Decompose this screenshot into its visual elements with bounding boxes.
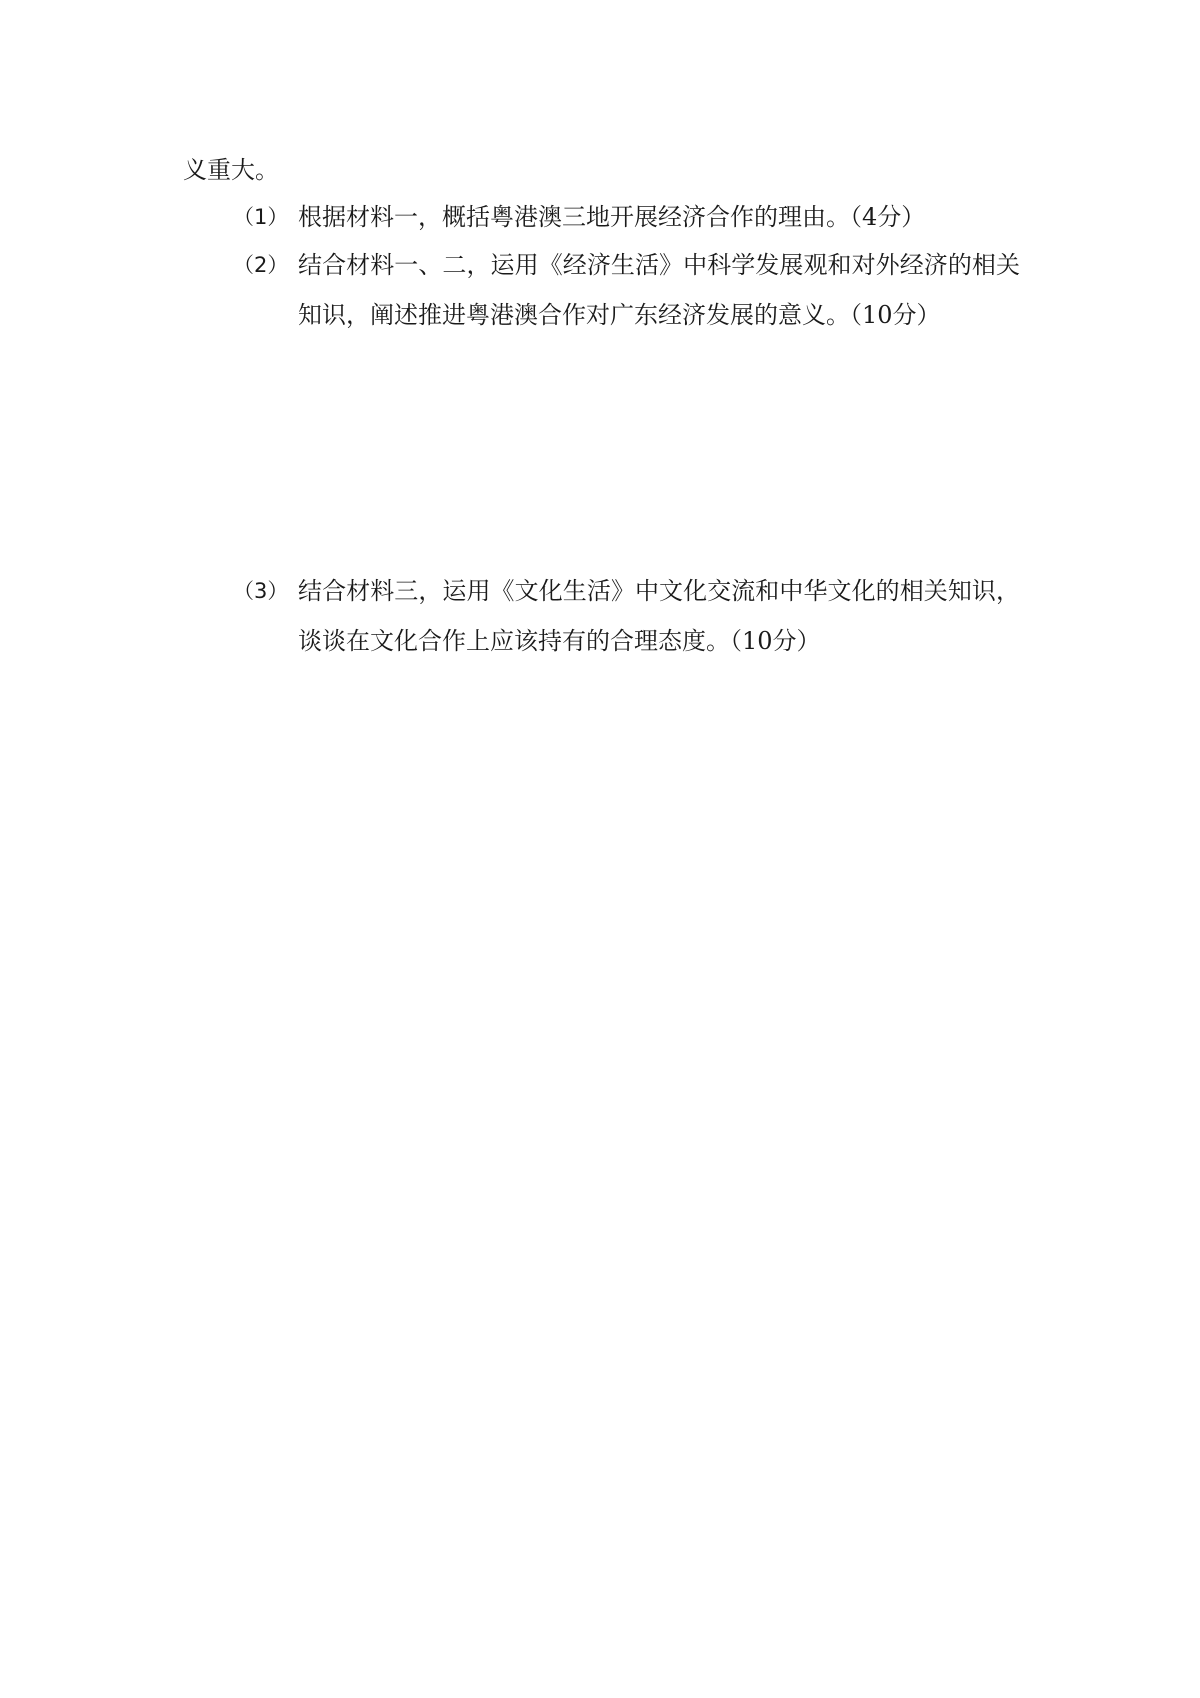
question-text: 结合材料三，运用《文化生活》中文化交流和中华文化的相关知识，谈谈在文化合作上应该持有的合理态度。（10分） bbox=[298, 577, 1020, 655]
continuation-text: 义重大。 bbox=[183, 156, 279, 184]
question-number: （1） bbox=[233, 205, 289, 229]
question-2 bbox=[233, 240, 1023, 340]
question-text: 结合材料一、二，运用《经济生活》中科学发展观和对外经济的相关知识，阐述推进粤港澳合作对广东经济发展的意义。（10分） bbox=[298, 251, 1020, 329]
question-number: （3） bbox=[233, 579, 289, 603]
question-1 bbox=[233, 192, 1023, 242]
question-text: 根据材料一，概括粤港澳三地开展经济合作的理由。（4分） bbox=[298, 203, 926, 231]
question-3 bbox=[233, 566, 1023, 666]
question-number: （2） bbox=[233, 253, 289, 277]
